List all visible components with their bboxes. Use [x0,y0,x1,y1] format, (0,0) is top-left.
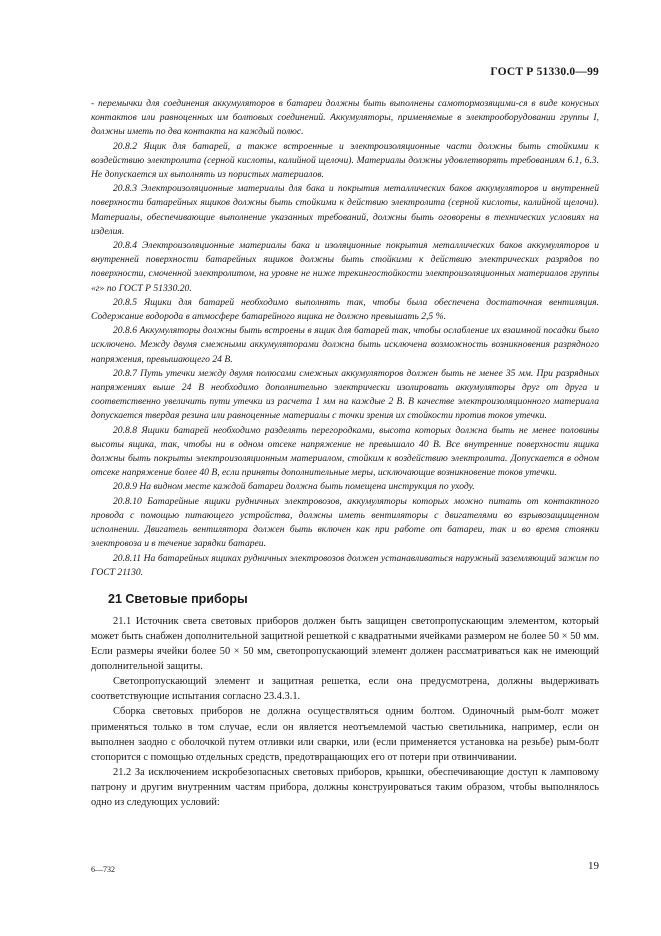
clause-paragraph: 20.8.8 Ящики батарей необходимо разделять перегородками, высота которых должна быть не менее половины высоты ящика, так, чтобы ни в одном отсеке напряжение не превышало 40 В. Все внутренние поверхности ящика должны быть покрыты электроизоляционным материалом, стойким к воздействию электролита. Допускается в одном отсеке напряжение более 40 В, если приняты дополнительные меры, исключающие возникновение токов утечки. [91,424,599,479]
clause-paragraph: 20.8.3 Электроизоляционные материалы для бака и покрытия металлических баков аккумуляторов и внутренней поверхности батарейных ящиков должны быть стойкими к действию электролита (серной кислоты, калийной щелочи). Материалы, обеспечивающие выполнение указанных требований, должны быть оговорены в технических условиях на изделия. [91,183,599,237]
clause-paragraph: - перемычки для соединения аккумуляторов в батареи должны быть выполнены самотормозящими-ся в виде конусных контактов или равноценных им болтовых соединений. Аккумуляторы, применяемые в электрооборудовании группы I, должны иметь по два контакта на каждый полюс. [91,98,599,138]
section-heading: 21 Световые приборы [108,591,248,606]
page-number: 19 [588,860,599,872]
page-content [91,97,599,810]
clause-paragraph: 20.8.5 Ящики для батарей необходимо выполнять так, чтобы была обеспечена достаточная вентиляция. Содержание водорода в атмосфере батарейного ящика не должно превышать 2,5 %. [91,296,599,323]
body-paragraph: Светопропускающий элемент и защитная решетка, если она предусмотрена, должны выдерживать соответствующие испытания согласно 23.4.3.1. [91,676,599,703]
body-paragraph: 21.2 За исключением искробезопасных световых приборов, крышки, обеспечивающие доступ к ламповому патрону и другим внутренним частям прибора, должны конструироваться таким образом, чтобы выполнялось одно из следующих условий: [91,766,599,809]
clause-paragraph: 20.8.4 Электроизоляционные материалы бака и изоляционные покрытия металлических баков аккумуляторов и внутренней поверхности батарейных ящиков должны быть стойкими к действию электрических разрядов по поверхности, смоченной электролитом, на уровне не ниже трекингостойкости электроизоляционных материалов группы «г» по ГОСТ Р 51330.20. [91,240,599,294]
clause-paragraph: 20.8.9 На видном месте каждой батареи должна быть помещена инструкция по уходу. [113,481,475,493]
clause-paragraph: 20.8.10 Батарейные ящики рудничных электровозов, аккумуляторы которых можно питать от контактного провода с помощью питающего устройства, должны иметь вентиляторы с двигателями во взрывозащищенном исполнении. Двигатель вентилятора должен быть включен как при работе от батареи, так и во время стоянки электровоза и в течение зарядки батареи. [91,495,599,550]
clause-paragraph: 20.8.6 Аккумуляторы должны быть встроены в ящик для батарей так, чтобы ослабление их взаимной посадки было исключено. Между двумя смежными аккумуляторами должна быть исключена возможность возникновения разрядного напряжения, превышающего 24 В. [91,325,599,365]
body-paragraph: Сборка световых приборов не должна осуществляться одним болтом. Одиночный рым-болт может применяться только в том случае, если он является неотъемлемой частью светильника, например, если он выполнен заодно с оболочкой путем отливки или сварки, или (если применяется установка на резьбе) рым-болт стопорится с помощью отдельных средств, предотвращающих его от потери при отвинчивании. [91,706,599,763]
document-number: ГОСТ Р 51330.0—99 [490,66,599,78]
body-paragraph: 21.1 Источник света световых приборов должен быть защищен светопропускающим элементом, который может быть снабжен дополнительной защитной решеткой с квадратными ячейками размером не более 50 × 50 мм. Если размеры ячейки более 50 × 50 мм, светопропускающий элемент должен рассматриваться как не имеющий дополнительной защиты. [91,615,599,673]
italic-clauses [91,97,599,580]
clause-paragraph: 20.8.2 Ящик для батарей, а также встроенные и электроизоляционные части должны быть стойкими к воздействию электролита (серной кислоты, калийной щелочи). Материалы должны удовлетворять требованиям 6.1, 6.3. Не допускается их выполнять из пористых материалов. [91,140,599,181]
clause-paragraph: 20.8.11 На батарейных ящиках рудничных электровозов должен устанавливаться наружный заземляющий зажим по ГОСТ 21130. [91,552,599,578]
clause-paragraph: 20.8.7 Путь утечки между двумя полюсами смежных аккумуляторов должен быть не менее 35 мм. При разрядных напряжениях выше 24 В необходимо дополнительно электрически изолировать аккумуляторы друг от друга и соответственно увеличить пути утечки из расчета 1 мм на каждые 2 В. В качестве электроизоляционного материала допускается твердая резина или равноценные материалы с точки зрения их стойкости против токов утечки. [91,367,599,422]
print-code: 6—732 [91,865,115,874]
section-body [91,614,599,810]
